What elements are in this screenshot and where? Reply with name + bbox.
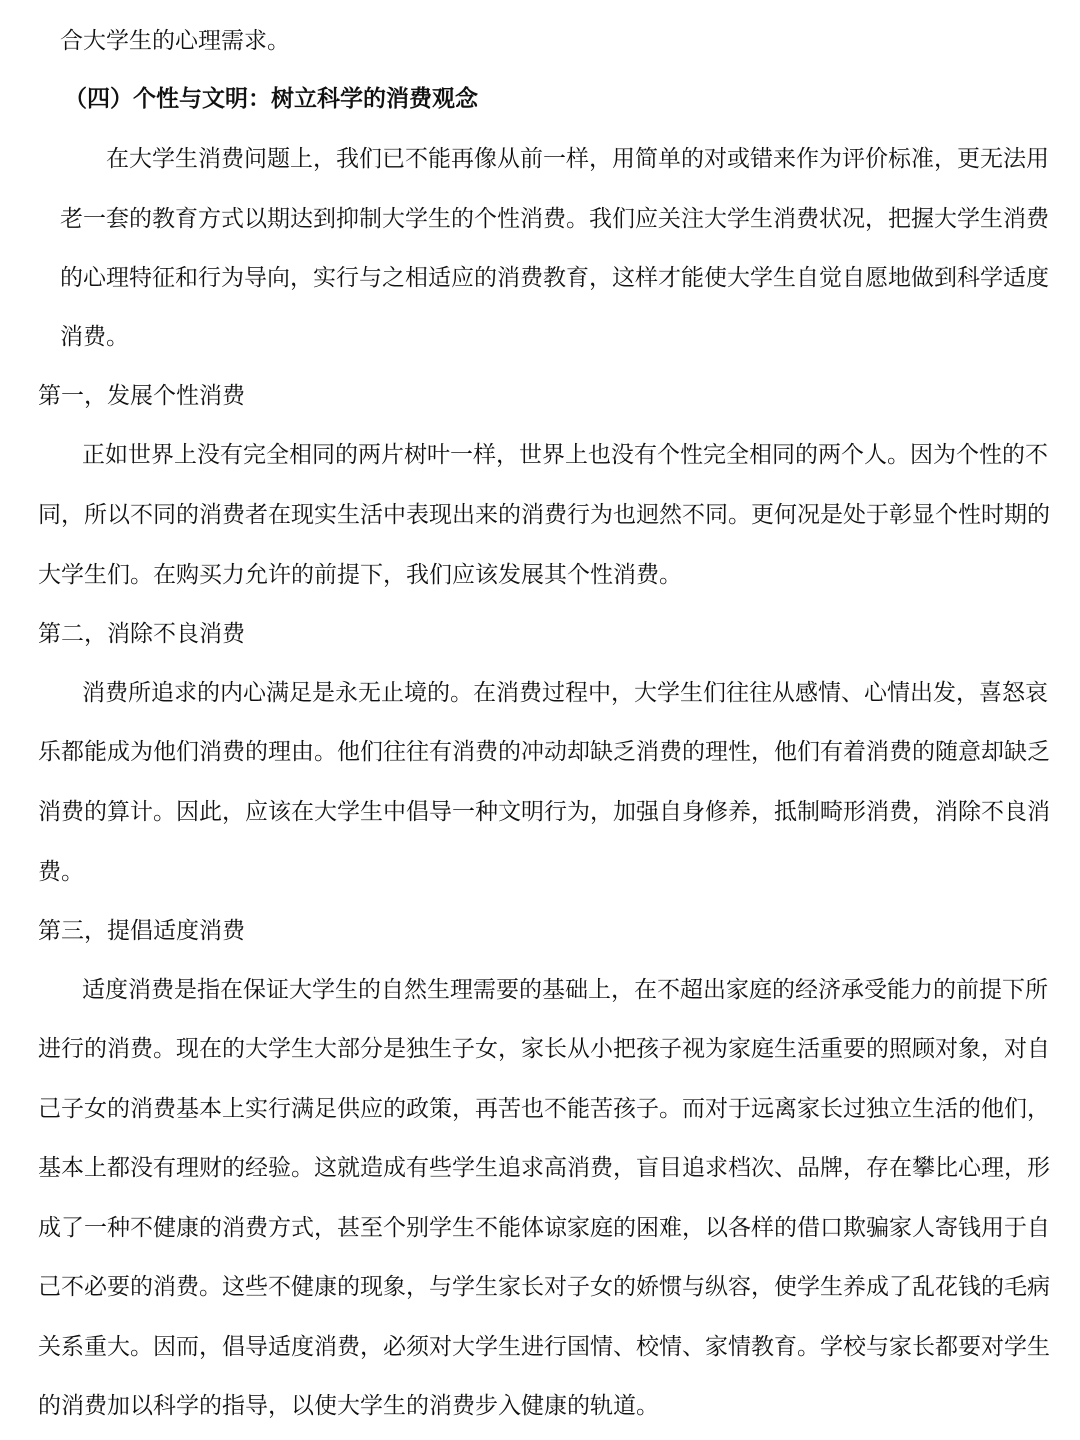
point-3-title: 第三，提倡适度消费 (38, 918, 245, 944)
point-1-title: 第一，发展个性消费 (38, 383, 245, 409)
section-heading: （四）个性与文明：树立科学的消费观念 (64, 85, 478, 112)
point-2-line-3: 消费的算计。因此，应该在大学生中倡导一种文明行为，加强自身修养，抵制畸形消费，消除不良消 (38, 799, 1050, 825)
point-2-line-4: 费。 (38, 859, 84, 885)
point-1-line-3: 大学生们。在购买力允许的前提下，我们应该发展其个性消费。 (38, 562, 682, 588)
point-2-line-2: 乐都能成为他们消费的理由。他们往往有消费的冲动却缺乏消费的理性，他们有着消费的随意却缺乏 (38, 739, 1050, 765)
point-1-line-2: 同，所以不同的消费者在现实生活中表现出来的消费行为也迥然不同。更何况是处于彰显个性时期的 (38, 502, 1050, 528)
point-2-line-1: 消费所追求的内心满足是永无止境的。在消费过程中，大学生们往往从感情、心情出发，喜怒哀 (82, 680, 1048, 706)
point-1-line-1: 正如世界上没有完全相同的两片树叶一样，世界上也没有个性完全相同的两个人。因为个性的不 (82, 442, 1048, 468)
point-3-line-3: 己子女的消费基本上实行满足供应的政策，再苦也不能苦孩子。而对于远离家长过独立生活的他们， (38, 1096, 1050, 1122)
intro-paragraph-line-2: 老一套的教育方式以期达到抑制大学生的个性消费。我们应关注大学生消费状况，把握大学生消费 (60, 206, 1049, 232)
point-3-line-8: 的消费加以科学的指导，以使大学生的消费步入健康的轨道。 (38, 1393, 659, 1419)
point-2-title: 第二，消除不良消费 (38, 621, 245, 647)
point-3-line-1: 适度消费是指在保证大学生的自然生理需要的基础上，在不超出家庭的经济承受能力的前提下所 (82, 977, 1048, 1003)
point-3-line-5: 成了一种不健康的消费方式，甚至个别学生不能体谅家庭的困难，以各样的借口欺骗家人寄钱用于自 (38, 1215, 1050, 1241)
intro-paragraph-line-1: 在大学生消费问题上，我们已不能再像从前一样，用简单的对或错来作为评价标准，更无法用 (106, 146, 1049, 172)
point-3-line-7: 关系重大。因而，倡导适度消费，必须对大学生进行国情、校情、家情教育。学校与家长都要对学生 (38, 1334, 1050, 1360)
point-3-line-2: 进行的消费。现在的大学生大部分是独生子女，家长从小把孩子视为家庭生活重要的照顾对象，对自 (38, 1036, 1050, 1062)
point-3-line-4: 基本上都没有理财的经验。这就造成有些学生追求高消费，盲目追求档次、品牌，存在攀比心理，形 (38, 1155, 1050, 1181)
intro-paragraph-line-3: 的心理特征和行为导向，实行与之相适应的消费教育，这样才能使大学生自觉自愿地做到科学适度 (60, 265, 1049, 291)
intro-paragraph-line-4: 消费。 (60, 324, 129, 350)
point-3-line-6: 己不必要的消费。这些不健康的现象，与学生家长对子女的娇惯与纵容，使学生养成了乱花钱的毛病 (38, 1274, 1050, 1300)
intro-tail-line: 合大学生的心理需求。 (60, 28, 290, 54)
